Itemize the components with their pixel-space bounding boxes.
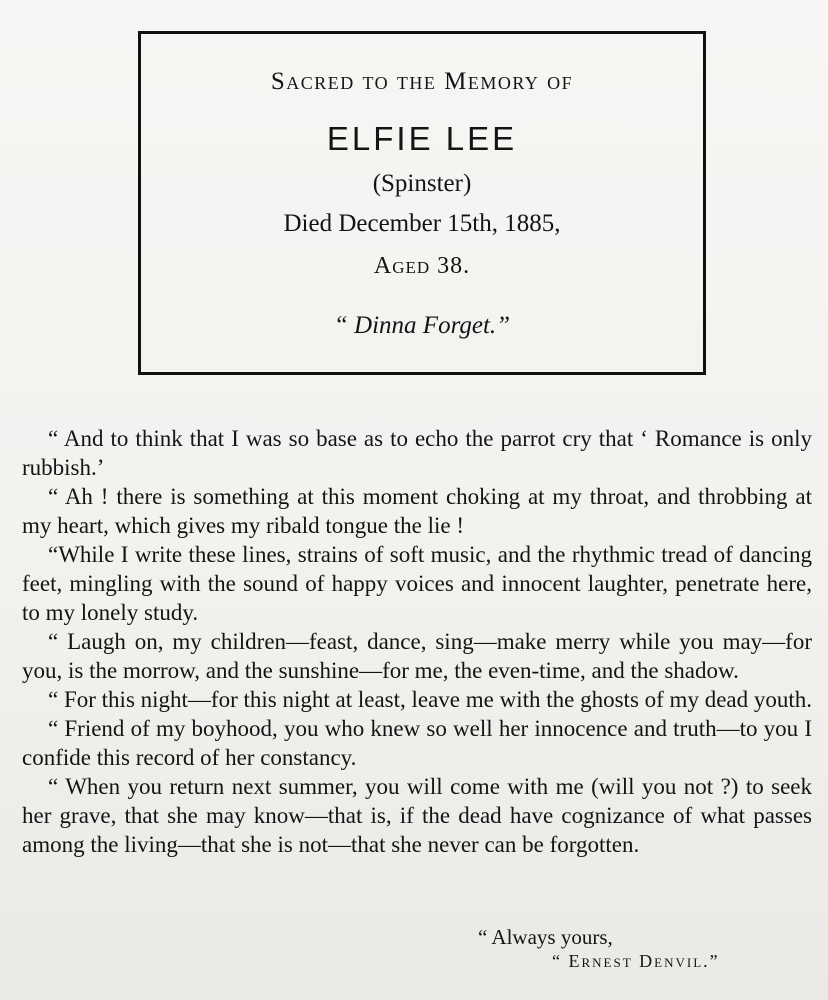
memorial-age: Aged 38. [373,253,471,279]
letter-paragraph: “ Ah ! there is something at this moment choking at my throat, and throbbing at my heart, which gives my ribald tongue the lie ! [22,484,812,538]
letter-paragraph: “ When you return next summer, you will come with me (will you not ?) to seek her grave, that she may know—that is, if the dead have cognizance of what passes among the living—that she is not—that she never can be forgotten. [22,774,812,857]
memorial-name: ELFIE LEE [326,120,518,157]
letter-paragraph: “ For this night—for this night at least, leave me with the ghosts of my dead youth. [48,687,812,712]
memorial-status: (Spinster) [372,170,472,197]
letter-body [22,424,812,859]
letter-paragraph: “ Laugh on, my children—feast, dance, sing—make merry while you may—for you, is the morrow, and the sunshine—for me, the even-time, and the shadow. [22,629,812,683]
memorial-death-date: Died December 15th, 1885, [283,210,561,237]
letter-signoff: “ Always yours, [478,925,613,949]
letter-signature: “ Ernest Denvil.” [552,951,720,971]
letter-paragraph: “ And to think that I was so base as to echo the parrot cry that ‘ Romance is only rubbish.’ [22,426,812,480]
memorial-motto: “ Dinna Forget.” [333,312,511,339]
letter-paragraph: “ Friend of my boyhood, you who knew so well her innocence and truth—to you I confide this record of her constancy. [22,716,812,770]
letter-paragraph: “While I write these lines, strains of soft music, and the rhythmic tread of dancing feet, mingling with the sound of happy voices and innocent laughter, penetrate here, to my lonely study. [22,542,812,625]
memorial-heading: Sacred to the Memory of [270,68,574,95]
memorial-inscription-box [138,31,706,375]
